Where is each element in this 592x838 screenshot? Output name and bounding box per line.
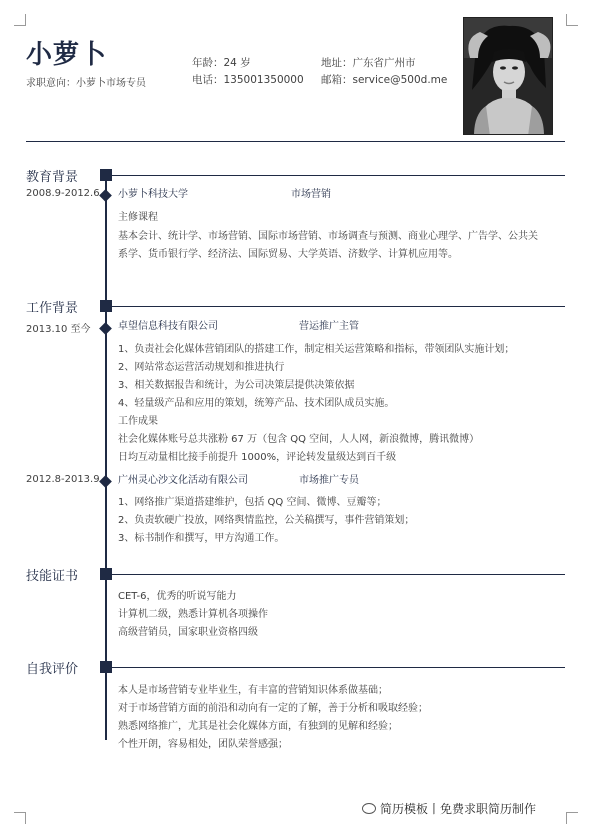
header-divider xyxy=(26,141,565,142)
skill-line-1: CET-6，优秀的听说写能力 xyxy=(118,591,237,602)
phone-info: 电话：135001350000 xyxy=(192,74,304,86)
section-title-work: 工作背景 xyxy=(26,301,79,316)
section-line-work xyxy=(112,306,565,307)
section-marker-education xyxy=(100,169,112,181)
job-1-line-6: 社会化媒体账号总共涨粉 67 万（包含 QQ 空间，人人网，新浪微博，腾讯微博） xyxy=(118,434,480,445)
portrait-image xyxy=(464,18,553,135)
job-2-date: 2012.8-2013.9 xyxy=(26,474,100,485)
job-2-company: 广州灵心沙文化活动有限公司 xyxy=(118,475,248,486)
profile-photo xyxy=(463,17,553,135)
self-line-1: 本人是市场营销专业毕业生，有丰富的营销知识体系做基础； xyxy=(118,685,388,696)
section-marker-skills xyxy=(100,568,112,580)
job-1-line-3: 3、相关数据报告和统计，为公司决策层提供决策依据 xyxy=(118,380,355,391)
job-1-line-2: 2、网站常态运营活动规划和推进执行 xyxy=(118,362,285,373)
timeline-diamond-job-1 xyxy=(99,322,112,335)
crop-mark-top-right xyxy=(566,14,578,26)
education-school: 小萝卜科技大学 xyxy=(118,189,188,200)
job-1-line-5: 工作成果 xyxy=(118,416,158,427)
courses-line-2: 系学、货币银行学、经济法、国际贸易、大学英语、济数学、计算机应用等。 xyxy=(118,249,458,260)
section-title-education: 教育背景 xyxy=(26,170,79,185)
section-line-education xyxy=(112,175,565,176)
wechat-bubble-icon xyxy=(362,803,376,814)
section-line-skills xyxy=(112,574,565,575)
crop-mark-bottom-left xyxy=(14,812,26,824)
crop-mark-bottom-right xyxy=(566,812,578,824)
courses-label: 主修课程 xyxy=(118,212,158,223)
self-line-4: 个性开朗，容易相处，团队荣誉感强； xyxy=(118,739,288,750)
job-2-line-2: 2、负责软硬广投放，网络舆情监控，公关稿撰写，事件营销策划； xyxy=(118,515,415,526)
job-1-company: 卓望信息科技有限公司 xyxy=(118,321,218,332)
age-info: 年龄：24 岁 xyxy=(192,57,251,69)
job-2-line-3: 3、标书制作和撰写，甲方沟通工作。 xyxy=(118,533,285,544)
resume-name: 小萝卜 xyxy=(26,40,108,70)
job-2-line-1: 1、网络推广渠道搭建维护，包括 QQ 空间、微博、豆瓣等； xyxy=(118,497,387,508)
job-intent: 求职意向：小萝卜市场专员 xyxy=(26,78,146,89)
section-marker-self xyxy=(100,661,112,673)
address-info: 地址：广东省广州市 xyxy=(321,57,416,69)
footer-text: 简历模板丨免费求职简历制作 xyxy=(380,802,537,816)
courses-line-1: 基本会计、统计学、市场营销、国际市场营销、市场调查与预测、商业心理学、广告学、公共关 xyxy=(118,231,538,242)
self-line-3: 熟悉网络推广，尤其是社会化媒体方面，有独到的见解和经验； xyxy=(118,721,398,732)
section-line-self xyxy=(112,667,565,668)
timeline-diamond-education xyxy=(99,189,112,202)
self-line-2: 对于市场营销方面的前沿和动向有一定的了解，善于分析和吸取经验； xyxy=(118,703,428,714)
email-info: 邮箱：service@500d.me xyxy=(321,74,448,86)
crop-mark-top-left xyxy=(14,14,26,26)
skill-line-3: 高级营销员，国家职业资格四级 xyxy=(118,627,258,638)
job-1-position: 营运推广主管 xyxy=(299,321,359,332)
job-1-line-7: 日均互动量相比接手前提升 1000%，评论转发量级达到百千级 xyxy=(118,452,397,463)
section-title-skills: 技能证书 xyxy=(26,569,79,584)
education-date: 2008.9-2012.6 xyxy=(26,188,100,199)
timeline-vertical-line xyxy=(105,170,107,740)
education-major: 市场营销 xyxy=(291,189,331,200)
section-title-self: 自我评价 xyxy=(26,662,79,677)
job-1-line-4: 4、轻量级产品和应用的策划，统筹产品、技术团队成员实施。 xyxy=(118,398,395,409)
job-1-line-1: 1、负责社会化媒体营销团队的搭建工作，制定相关运营策略和指标，带领团队实施计划； xyxy=(118,344,515,355)
skill-line-2: 计算机二级，熟悉计算机各项操作 xyxy=(118,609,268,620)
footer-watermark xyxy=(362,800,536,817)
section-marker-work xyxy=(100,300,112,312)
timeline-diamond-job-2 xyxy=(99,475,112,488)
job-1-date: 2013.10 至今 xyxy=(26,324,91,335)
job-2-position: 市场推广专员 xyxy=(299,475,359,486)
